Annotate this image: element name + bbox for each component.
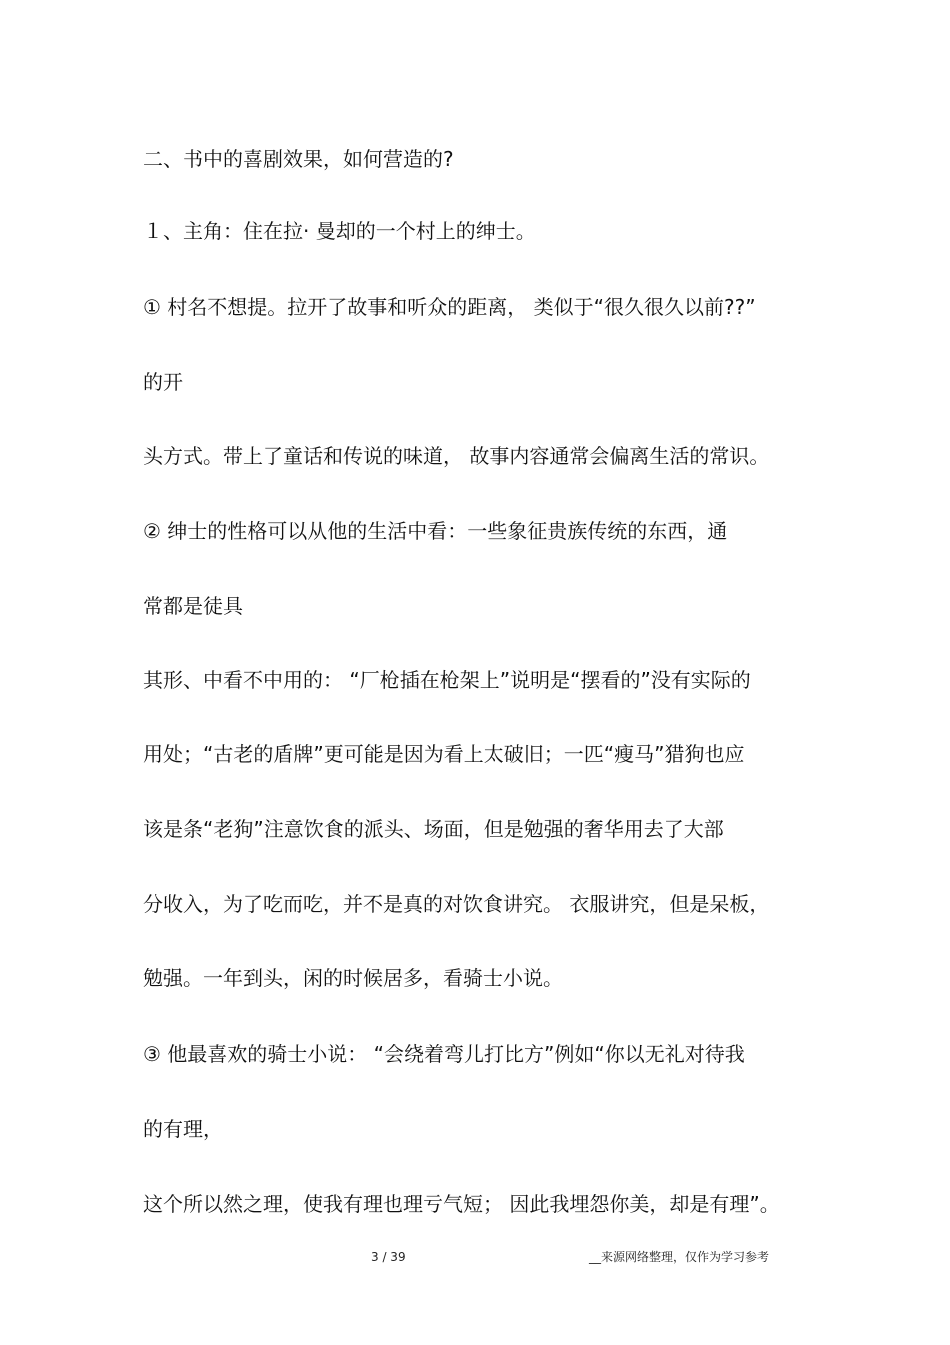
paragraph-line: 头方式。带上了童话和传说的味道， 故事内容通常会偏离生活的常识。 (143, 444, 770, 468)
paragraph-line: 的有理， (143, 1117, 223, 1141)
paragraph-line: 的开 (143, 370, 183, 394)
page-number: 3 / 39 (371, 1250, 406, 1264)
paragraph-line: ③ 他最喜欢的骑士小说： “会绕着弯儿打比方”例如“你以无礼对待我 (143, 1042, 745, 1066)
source-note: __来源网络整理，仅作为学习参考 (589, 1250, 770, 1264)
paragraph-line: ① 村名不想提。拉开了故事和听众的距离， 类似于“很久很久以前??” (143, 295, 756, 319)
paragraph-line: １、主角：住在拉· 曼却的一个村上的绅士。 (143, 219, 536, 243)
paragraph-line: 这个所以然之理，使我有理也理亏气短； 因此我埋怨你美，却是有理”。 (143, 1192, 780, 1216)
paragraph-line: 常都是徒具 (143, 594, 243, 618)
section-heading: 二、书中的喜剧效果，如何营造的? (143, 147, 454, 171)
paragraph-line: 其形、中看不中用的： “厂枪插在枪架上”说明是“摆看的”没有实际的 (143, 668, 751, 692)
paragraph-line: 分收入，为了吃而吃，并不是真的对饮食讲究。 衣服讲究，但是呆板， (143, 892, 770, 916)
paragraph-line: ② 绅士的性格可以从他的生活中看：一些象征贵族传统的东西，通 (143, 519, 728, 543)
paragraph-line: 该是条“老狗”注意饮食的派头、场面，但是勉强的奢华用去了大部 (143, 817, 724, 841)
paragraph-line: 勉强。一年到头，闲的时候居多，看骑士小说。 (143, 966, 563, 990)
paragraph-line: 用处；“古老的盾牌”更可能是因为看上太破旧；一匹“瘦马”猎狗也应 (143, 742, 745, 766)
